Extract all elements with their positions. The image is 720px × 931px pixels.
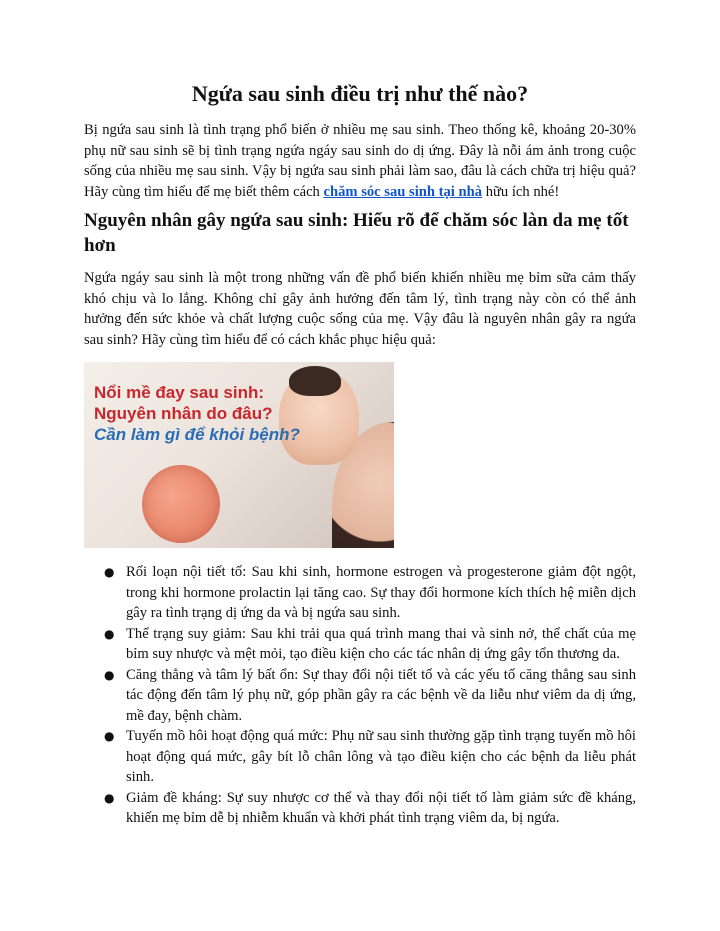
home-care-link[interactable]: chăm sóc sau sinh tại nhà: [323, 183, 483, 200]
list-item: [84, 562, 636, 624]
list-item-text: Tuyến mồ hôi hoạt động quá mức: Phụ nữ sau sinh thường gặp tình trạng tuyến mồ hôi hoạt động quá mức, gây bít lỗ chân lông và tạo điều kiện cho các bệnh da liễu phát sinh.: [126, 728, 636, 785]
image-caption-line3: Cần làm gì để khỏi bệnh?: [94, 425, 300, 444]
image-caption-line1: Nổi mề đay sau sinh:: [94, 383, 265, 402]
intro-paragraph: [84, 120, 636, 202]
list-item-text: Giảm đề kháng: Sự suy nhược cơ thể và thay đổi nội tiết tố làm giảm sức đề kháng, khiến mẹ bỉm dễ bị nhiễm khuẩn và khởi phát tình trạng viêm da, bị ngứa.: [126, 789, 636, 826]
list-item-text: Rối loạn nội tiết tố: Sau khi sinh, hormone estrogen và progesterone giảm đột ngột, trong khi hormone prolactin lại tăng cao. Sự thay đổi hormone kích thích hệ miễn dịch gây ra tình trạng dị ứng da và bị ngứa sau sinh.: [126, 564, 636, 621]
list-item-text: Căng thẳng và tâm lý bất ổn: Sự thay đổi nội tiết tố và các yếu tố căng thẳng sau sinh tác động đến tâm lý phụ nữ, góp phần gây ra các bệnh về da liễu như viêm da dị ứng, mề đay, bệnh chàm.: [126, 666, 636, 724]
intro-text-end: hữu ích nhé!: [482, 183, 560, 200]
bullet-icon: ●: [104, 667, 115, 682]
bullet-icon: ●: [104, 565, 115, 579]
bullet-icon: ●: [104, 729, 115, 743]
bullet-icon: ●: [104, 626, 115, 641]
rash-skin-closeup: [142, 465, 220, 543]
list-item: [84, 726, 636, 788]
image-caption: [94, 382, 300, 445]
list-item: [84, 788, 636, 829]
intro-text: Bị ngứa sau sinh là tình trạng phổ biến ở nhiều mẹ sau sinh. Theo thống kê, khoảng 20-30% phụ nữ sau sinh sẽ bị tình trạng ngứa ngáy sau sinh do dị ứng. Đây là nỗi ám ảnh trong cuộc sống của nhiều mẹ sau sinh. Vậy bị ngứa sau sinh phải làm sao, đâu là cách chữa trị hiệu quả? Hãy cùng tìm hiểu để mẹ biết thêm cách: [84, 122, 636, 200]
list-item: [84, 624, 636, 665]
image-caption-line2: Nguyên nhân do đâu?: [94, 404, 273, 423]
list-item: [84, 665, 636, 727]
document-page: [84, 80, 636, 829]
causes-list: [84, 562, 636, 829]
article-image: [84, 362, 394, 548]
list-item-text: Thể trạng suy giảm: Sau khi trải qua quá trình mang thai và sinh nở, thể chất của mẹ bỉm suy nhược và mệt mỏi, tạo điều kiện cho các tác nhân dị ứng gây tổn thương da.: [126, 625, 636, 662]
section-paragraph: Ngứa ngáy sau sinh là một trong những vấn đề phổ biến khiến nhiều mẹ bỉm sữa cảm thấy khó chịu và lo lắng. Không chỉ gây ảnh hưởng đến tâm lý, tình trạng này còn có thể ảnh hưởng đến sức khỏe và chất lượng cuộc sống của mẹ. Vậy đâu là nguyên nhân gây ra ngứa sau sinh? Hãy cùng tìm hiểu để có cách khắc phục hiệu quả:: [84, 270, 636, 348]
section-heading: Nguyên nhân gây ngứa sau sinh: Hiểu rõ để chăm sóc làn da mẹ tốt hơn: [84, 210, 629, 256]
page-title: Ngứa sau sinh điều trị như thế nào?: [191, 81, 529, 106]
bullet-icon: ●: [104, 790, 115, 805]
